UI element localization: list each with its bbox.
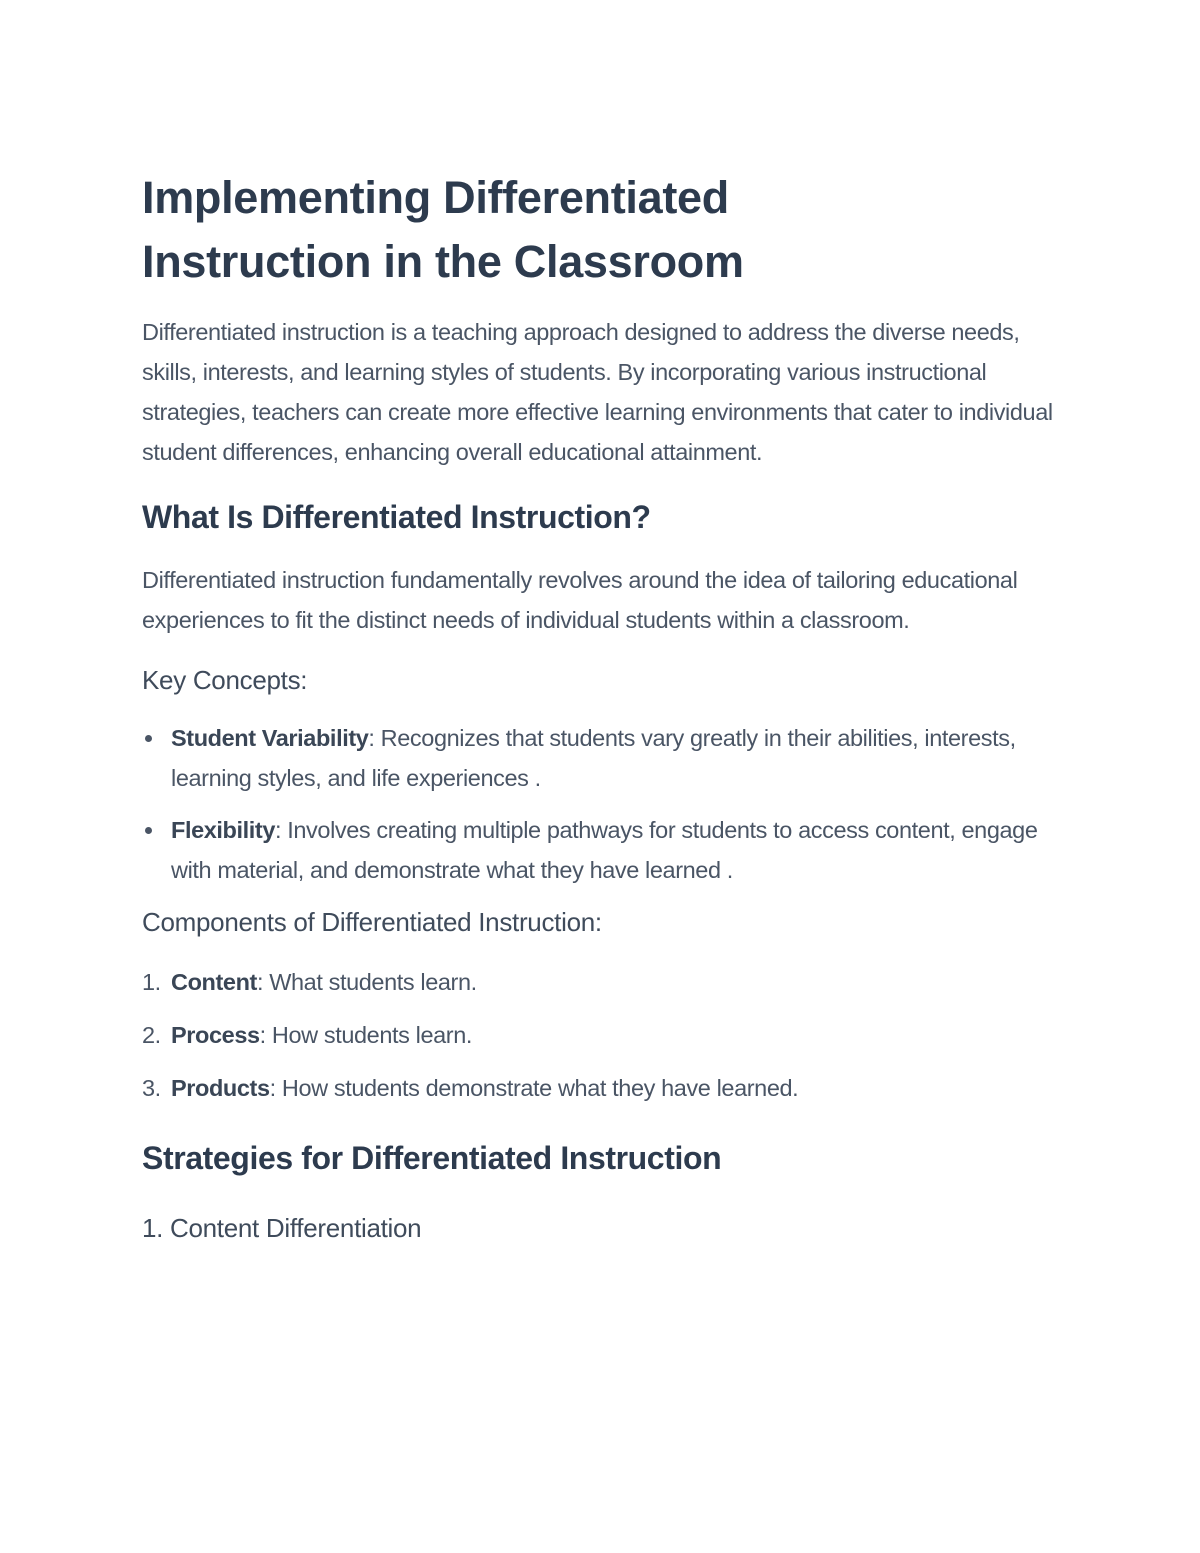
heading-content-differentiation: 1. Content Differentiation <box>142 1213 422 1243</box>
component-text: : How students demonstrate what they have learned. <box>269 1075 799 1101</box>
list-number: 2. <box>142 1022 161 1048</box>
document-title <box>142 166 1062 294</box>
concept-term: Flexibility <box>171 817 275 843</box>
component-term: Products <box>171 1075 270 1101</box>
bullet-icon <box>145 735 152 742</box>
key-concepts-list <box>142 718 1062 890</box>
heading-components: Components of Differentiated Instruction: <box>142 907 602 937</box>
list-item <box>142 718 1062 798</box>
component-term: Process <box>171 1022 260 1048</box>
document-page <box>142 166 1062 1246</box>
components-list <box>142 962 1062 1108</box>
list-item <box>142 1068 1062 1108</box>
component-term: Content <box>171 969 257 995</box>
title-line-2: Instruction in the Classroom <box>142 236 744 287</box>
intro-paragraph: Differentiated instruction is a teaching approach designed to address the diverse needs, skills, interests, and learning styles of students. By incorporating various instructional strategies, teachers can create more effective learning environments that cater to individual student differences, enhancing overall educational attainment. <box>142 319 1053 465</box>
concept-term: Student Variability <box>171 725 369 751</box>
heading-what-is-differentiated-instruction: What Is Differentiated Instruction? <box>142 499 651 535</box>
heading-strategies: Strategies for Differentiated Instruction <box>142 1140 722 1176</box>
list-item <box>142 962 1062 1002</box>
component-text: : How students learn. <box>259 1022 473 1048</box>
bullet-icon <box>145 827 152 834</box>
list-number: 1. <box>142 969 161 995</box>
concept-text: : Involves creating multiple pathways for students to access content, engage with material, and demonstrate what they have learned . <box>171 817 1038 883</box>
heading-key-concepts: Key Concepts: <box>142 665 308 695</box>
title-line-1: Implementing Differentiated <box>142 172 729 223</box>
what-is-paragraph: Differentiated instruction fundamentally revolves around the idea of tailoring educational experiences to fit the distinct needs of individual students within a classroom. <box>142 567 1018 633</box>
list-item <box>142 1015 1062 1055</box>
concept-text: : Recognizes that students vary greatly in their abilities, interests, learning styles, and life experiences . <box>171 725 1016 791</box>
list-number: 3. <box>142 1075 161 1101</box>
component-text: : What students learn. <box>256 969 477 995</box>
list-item <box>142 810 1062 890</box>
